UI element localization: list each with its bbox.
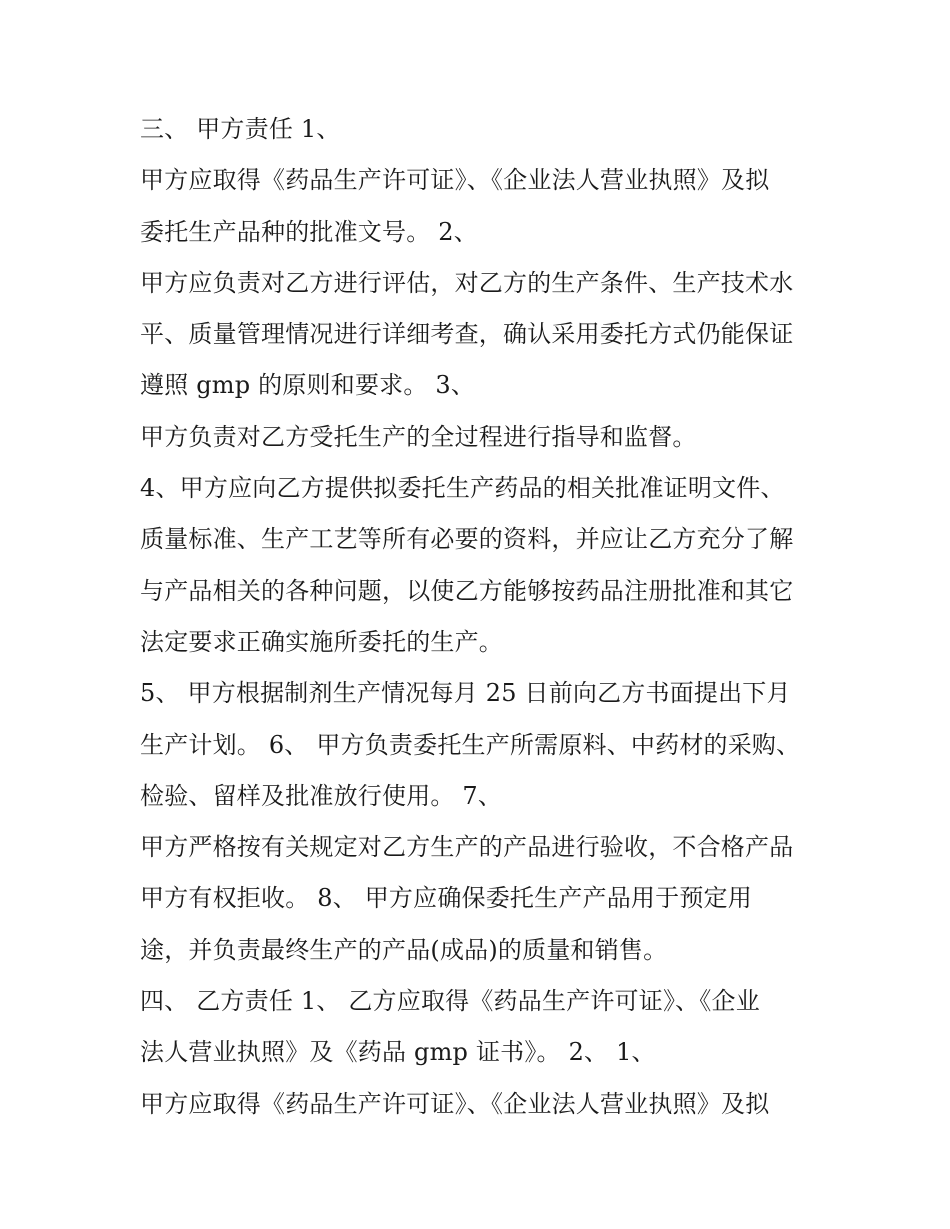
text-line: 遵照 gmp 的原则和要求。 3、 xyxy=(140,371,476,400)
text-line: 四、 乙方责任 1、 乙方应取得《药品生产许可证》、《企业 xyxy=(140,987,760,1016)
document-body xyxy=(140,104,830,1130)
text-line: 甲方严格按有关规定对乙方生产的产品进行验收，不合格产品 xyxy=(140,833,794,862)
text-line: 法人营业执照》及《药品 gmp 证书》。 2、 1、 xyxy=(140,1038,656,1067)
text-line: 途，并负责最终生产的产品(成品)的质量和销售。 xyxy=(140,935,668,964)
text-line: 甲方负责对乙方受托生产的全过程进行指导和监督。 xyxy=(140,422,697,451)
text-line: 平、质量管理情况进行详细考查，确认采用委托方式仍能保证 xyxy=(140,320,794,349)
text-line: 甲方有权拒收。 8、 甲方应确保委托生产产品用于预定用 xyxy=(140,884,752,913)
text-line: 三、 甲方责任 1、 xyxy=(140,115,341,143)
text-line: 甲方应取得《药品生产许可证》、《企业法人营业执照》及拟 xyxy=(140,1089,770,1118)
text-line: 质量标准、生产工艺等所有必要的资料，并应让乙方充分了解 xyxy=(140,525,794,554)
text-line: 与产品相关的各种问题，以使乙方能够按药品注册批准和其它 xyxy=(140,576,794,605)
text-line: 生产计划。 6、 甲方负责委托生产所需原料、中药材的采购、 xyxy=(140,730,801,759)
text-line: 4、甲方应向乙方提供拟委托生产药品的相关批准证明文件、 xyxy=(140,474,785,503)
text-line: 甲方应取得《药品生产许可证》、《企业法人营业执照》及拟 xyxy=(140,166,770,195)
text-line: 委托生产品种的批准文号。 2、 xyxy=(140,217,478,246)
text-line: 检验、留样及批准放行使用。 7、 xyxy=(140,781,503,810)
text-line: 法定要求正确实施所委托的生产。 xyxy=(140,627,503,656)
text-line: 甲方应负责对乙方进行评估，对乙方的生产条件、生产技术水 xyxy=(140,268,794,297)
text-line: 5、 甲方根据制剂生产情况每月 25 日前向乙方书面提出下月 xyxy=(140,679,791,708)
